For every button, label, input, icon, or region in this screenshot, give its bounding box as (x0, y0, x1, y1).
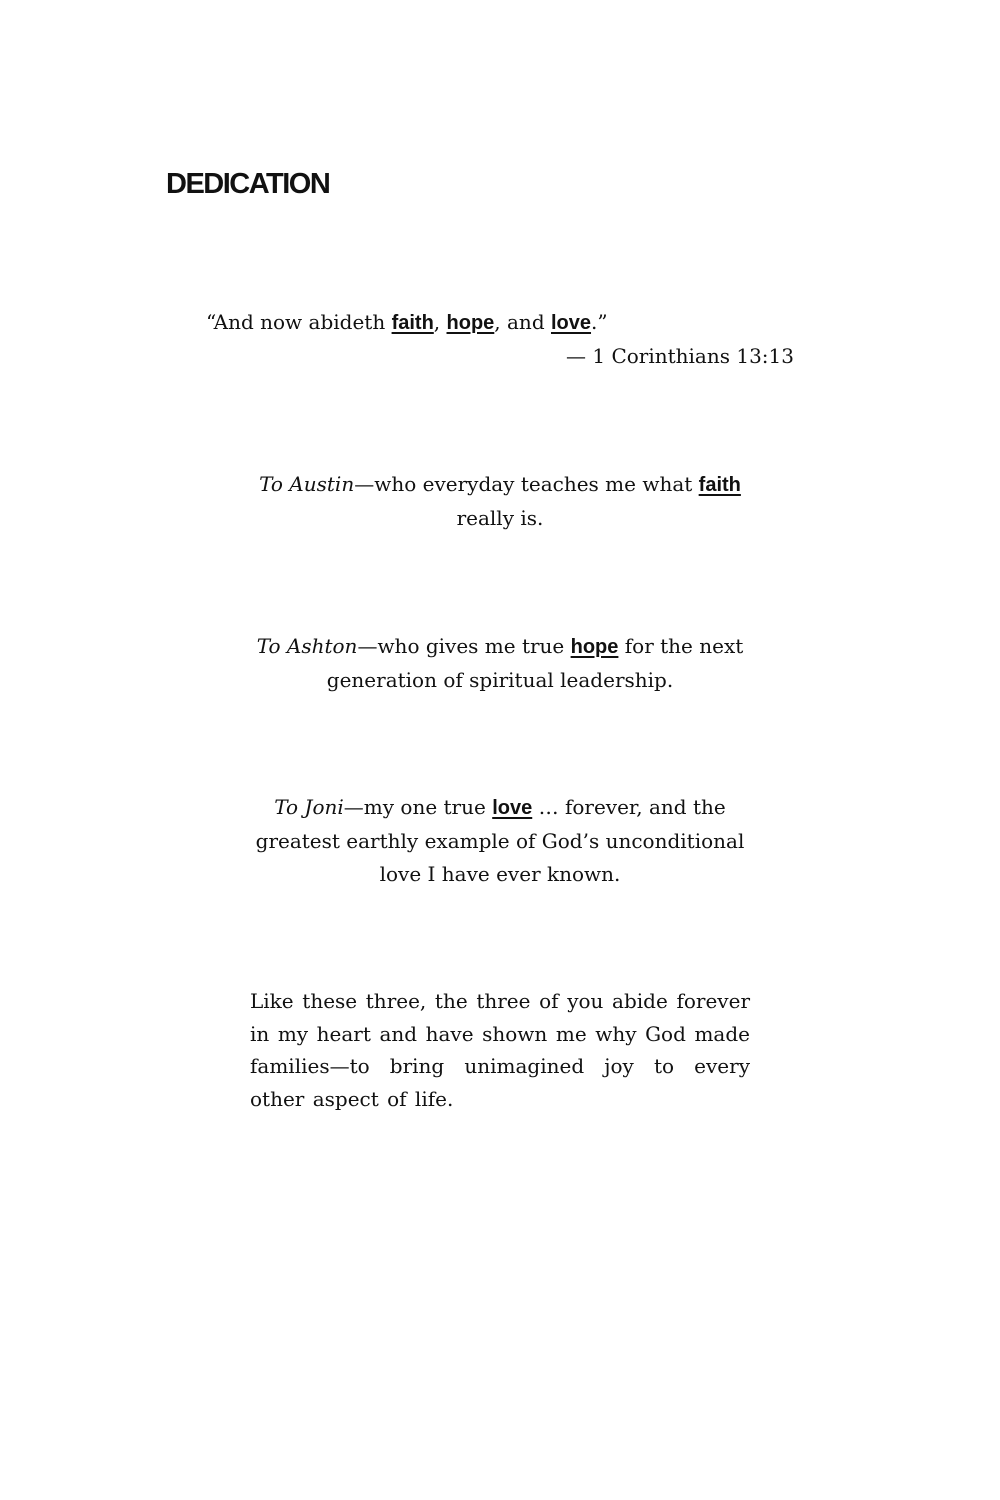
quote-close: .” (591, 310, 608, 334)
dedication-text: … forever, and the greatest earthly example of God’s unconditional love I have ever known. (255, 795, 745, 886)
keyword-hope: hope (570, 636, 619, 658)
quote-separator: , and (494, 310, 551, 334)
closing-paragraph: Like these three, the three of you abide forever in my heart and have shown me why God made families—to bring unimagined joy to every other aspect of life. (250, 989, 750, 1111)
keyword-love: love (492, 797, 533, 819)
dedication-text: for the next generation of spiritual leadership. (326, 634, 744, 692)
keyword-faith: faith (391, 312, 434, 334)
dedication-text: —who gives me true (357, 634, 571, 658)
dedication-austin (240, 468, 760, 535)
dedication-text: really is. (456, 506, 544, 530)
dedication-name: To Joni (274, 795, 344, 819)
dedication-name: To Ashton (256, 634, 358, 658)
keyword-hope: hope (446, 312, 495, 334)
epigraph (206, 306, 794, 373)
dedication-text: —who everyday teaches me what (354, 472, 699, 496)
page-title: DEDICATION (166, 168, 330, 200)
epigraph-attribution: — 1 Corinthians 13:13 (566, 344, 794, 368)
quote-separator: , (433, 310, 447, 334)
keyword-love: love (550, 312, 592, 334)
dedication-name: To Austin (259, 472, 355, 496)
dedication-text: —my one true (343, 795, 493, 819)
epigraph-quote (206, 306, 794, 340)
dedication-joni (240, 791, 760, 891)
quote-open: “And now abideth (206, 310, 392, 334)
dedication-ashton (240, 630, 760, 697)
keyword-faith: faith (698, 474, 741, 496)
